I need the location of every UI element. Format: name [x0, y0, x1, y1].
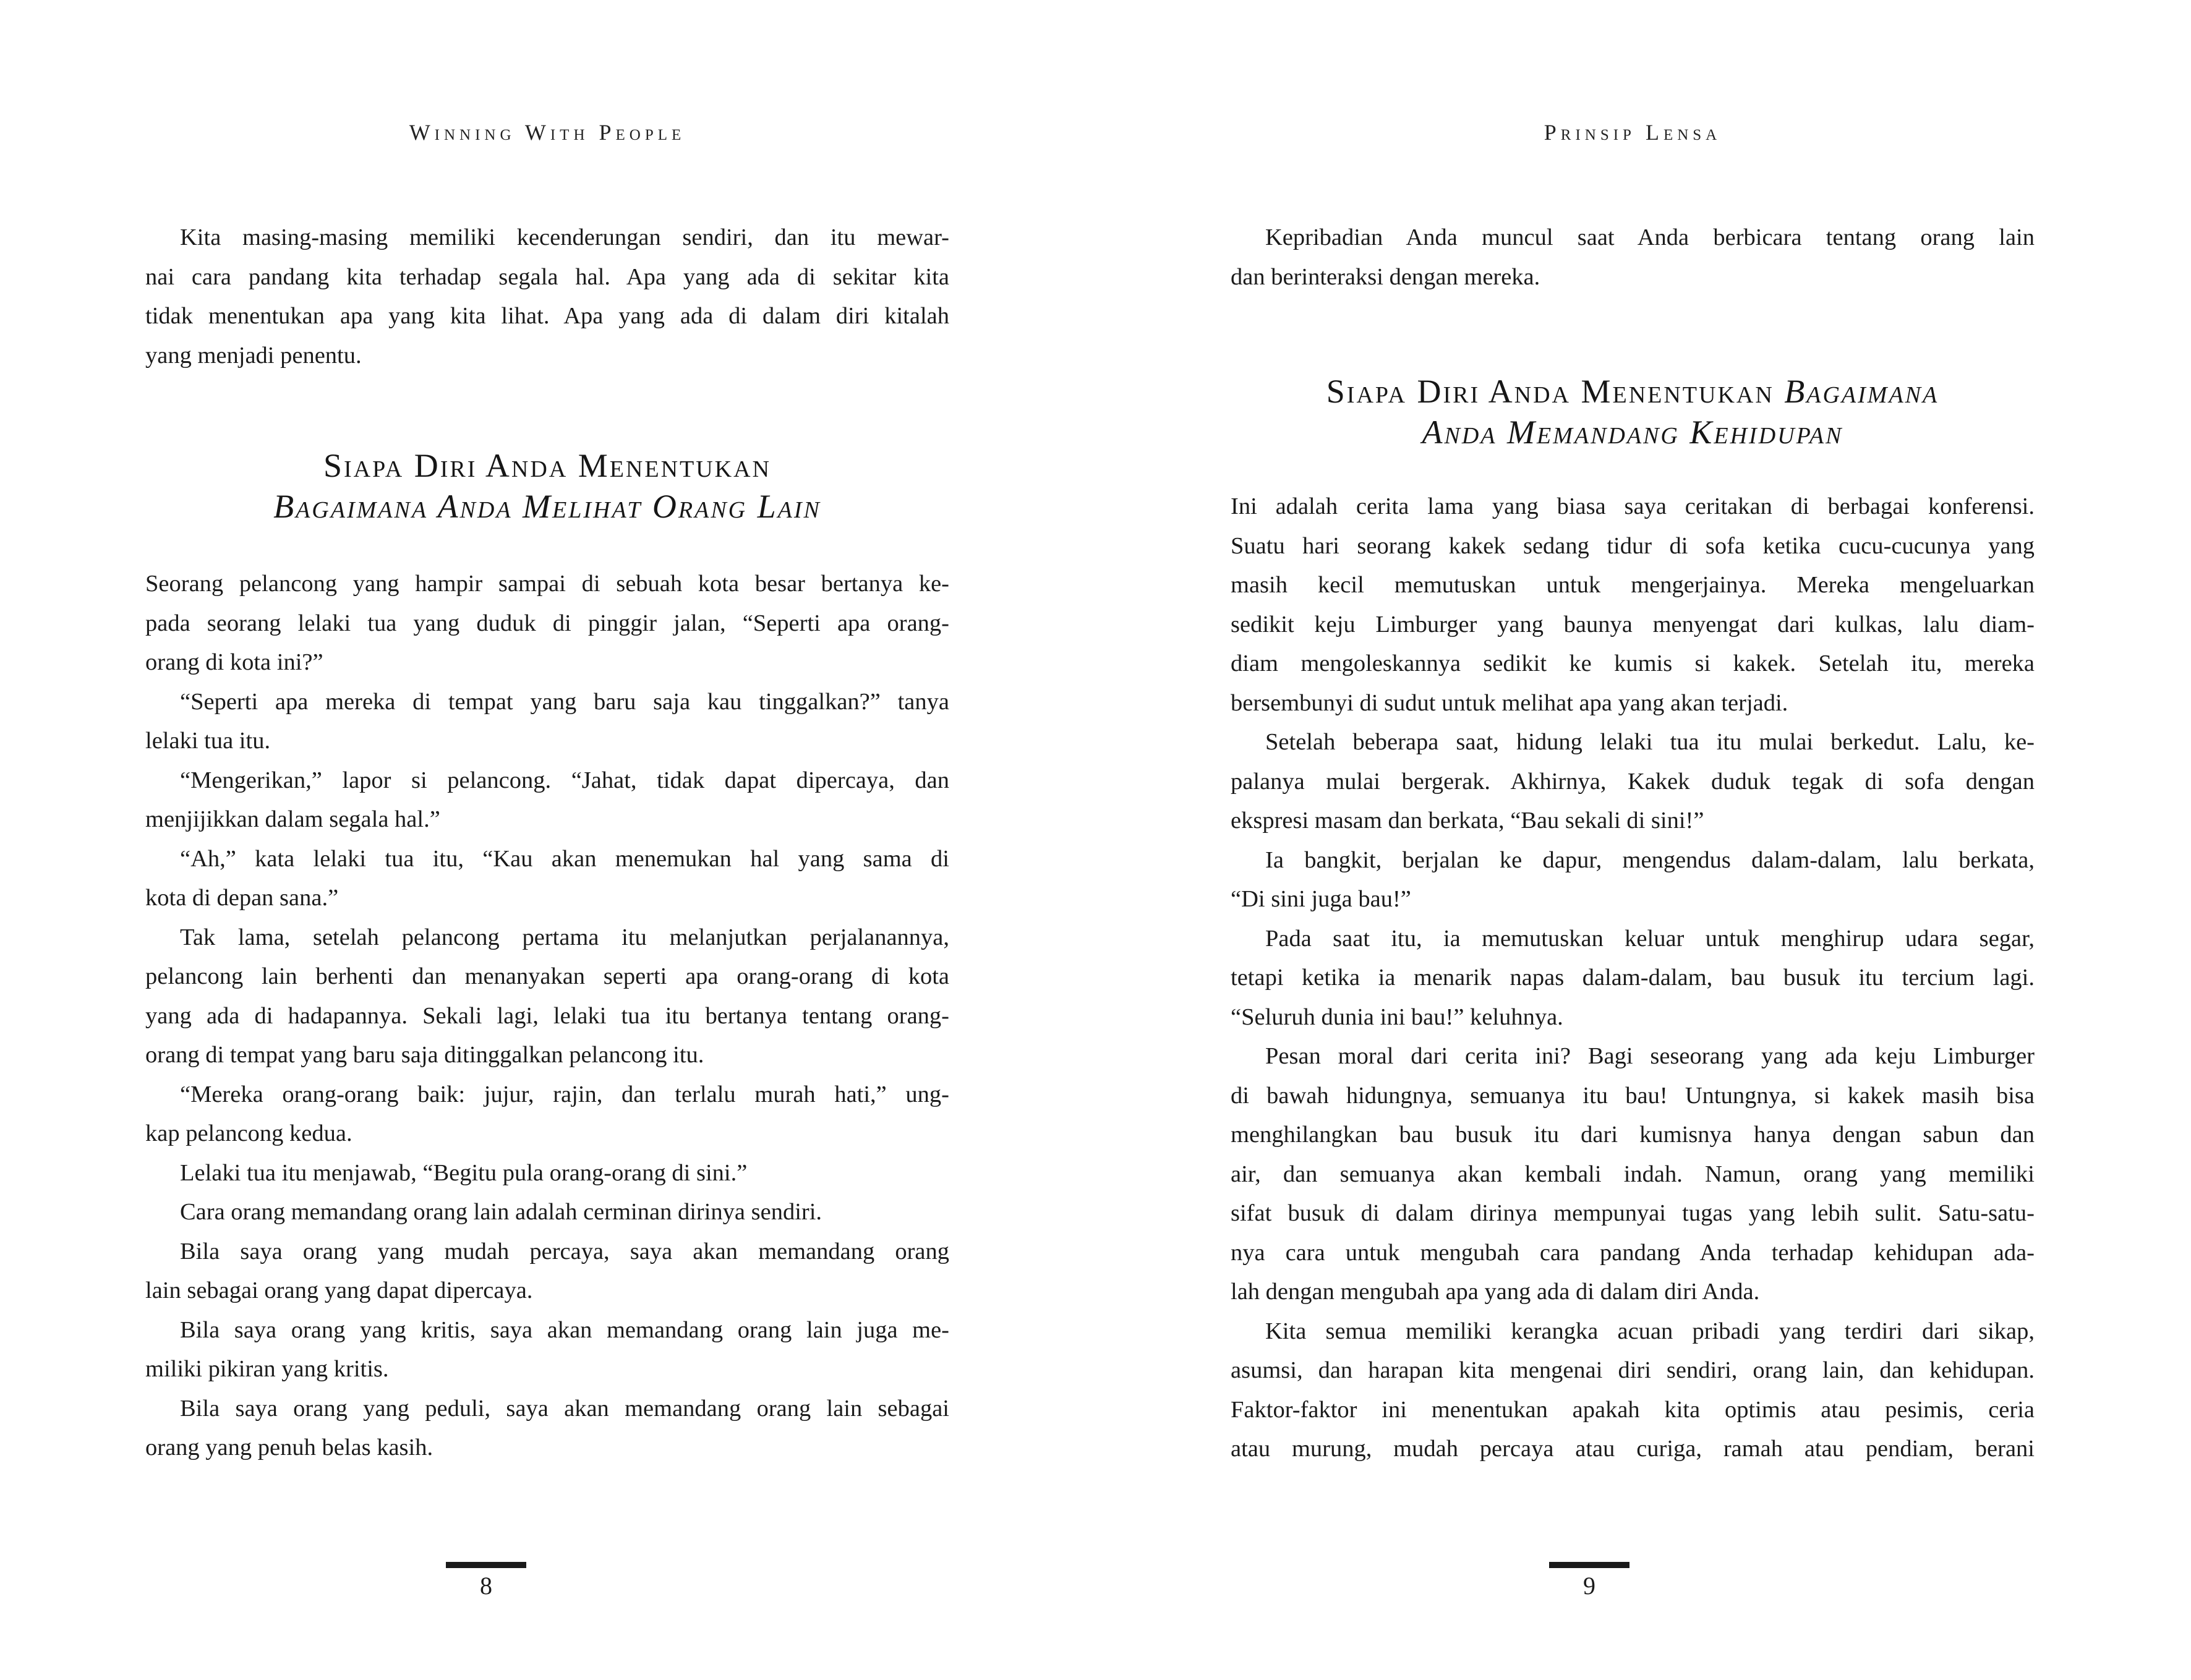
text-line: orang yang penuh belas kasih. [145, 1435, 434, 1460]
text-line: di bawah hidungnya, semuanya itu bau! Untungnya, si kakek masih bisa [1231, 1082, 2035, 1109]
paragraph [145, 683, 949, 761]
text-line: lelaki tua itu. [145, 728, 271, 754]
text-line: sedikit keju Limburger yang baunya menyengat dari kulkas, lalu diam- [1231, 611, 2035, 637]
text-line: air, dan semuanya akan kembali indah. Namun, orang yang memiliki [1231, 1161, 2035, 1187]
text-line: pelancong lain berhenti dan menanyakan seperti apa orang-orang di kota [145, 963, 949, 989]
text-line: lah dengan mengubah apa yang ada di dalam diri Anda. [1231, 1279, 1760, 1305]
text-line: Cara orang memandang orang lain adalah cerminan dirinya sendiri. [180, 1199, 822, 1225]
running-head-right: Prinsip Lensa [1544, 120, 1722, 145]
text-line: pada seorang lelaki tua yang duduk di pinggir jalan, “Seperti apa orang- [145, 610, 949, 636]
text-line: Pesan moral dari cerita ini? Bagi seseorang yang ada keju Limburger [1265, 1043, 2035, 1069]
text-line: bersembunyi di sudut untuk melihat apa yang akan terjadi. [1231, 689, 1788, 716]
text-line: dan berinteraksi dengan mereka. [1231, 263, 1540, 290]
footer-rule [1549, 1562, 1629, 1568]
page-number: 9 [1583, 1572, 1595, 1600]
paragraph [145, 565, 949, 683]
text-line: miliki pikiran yang kritis. [145, 1356, 389, 1382]
heading-segment: Siapa Diri Anda Menentukan [1326, 373, 1785, 410]
text-line: Seorang pelancong yang hampir sampai di sebuah kota besar bertanya ke- [145, 571, 949, 597]
heading-line [145, 445, 949, 486]
body-text [1231, 487, 2035, 1469]
paragraph [145, 1389, 949, 1468]
text-line: Suatu hari seorang kakek sedang tidur di sofa ketika cucu-cucunya yang [1231, 532, 2035, 559]
text-line: sifat busuk di dalam dirinya mempunyai tugas yang lebih sulit. Satu-satu- [1231, 1200, 2035, 1226]
left-page [0, 0, 1095, 1680]
text-line: diam mengoleskannya sedikit ke kumis si kakek. Setelah itu, mereka [1231, 650, 2035, 676]
text-line: menjijikkan dalam segala hal.” [145, 806, 440, 832]
heading-segment: Bagaimana Anda Melihat Orang Lain [273, 488, 821, 525]
text-line: “Mereka orang-orang baik: jujur, rajin, dan terlalu murah hati,” ung- [180, 1081, 949, 1107]
paragraph [145, 840, 949, 918]
paragraph [145, 1075, 949, 1154]
right-page [1095, 0, 2191, 1680]
section-heading [1231, 371, 2035, 453]
intro-paragraph [145, 218, 949, 375]
paragraph [145, 761, 949, 840]
text-line: Kita semua memiliki kerangka acuan pribadi yang terdiri dari sikap, [1265, 1318, 2035, 1344]
paragraph [1231, 487, 2035, 723]
heading-line [1231, 412, 2035, 453]
paragraph [1231, 841, 2035, 919]
text-line: “Seluruh dunia ini bau!” keluhnya. [1231, 1004, 1563, 1030]
text-line: yang menjadi penentu. [145, 342, 362, 369]
text-line: Faktor-faktor ini menentukan apakah kita optimis atau pesimis, ceria [1231, 1396, 2035, 1423]
text-line: “Di sini juga bau!” [1231, 886, 1411, 912]
body-text [145, 565, 949, 1468]
paragraph [145, 1232, 949, 1311]
text-line: orang di kota ini?” [145, 649, 323, 675]
text-line: Setelah beberapa saat, hidung lelaki tua itu mulai berkedut. Lalu, ke- [1265, 729, 2035, 755]
text-line: asumsi, dan harapan kita mengenai diri sendiri, orang lain, dan kehidupan. [1231, 1357, 2035, 1383]
heading-line [145, 486, 949, 527]
running-head-left: Winning With People [409, 120, 686, 145]
text-line: kota di depan sana.” [145, 885, 339, 911]
text-line: Lelaki tua itu menjawab, “Begitu pula orang-orang di sini.” [180, 1159, 748, 1186]
text-line: ekspresi masam dan berkata, “Bau sekali di sini!” [1231, 808, 1704, 834]
text-line: Ini adalah cerita lama yang biasa saya ceritakan di berbagai konferensi. [1231, 493, 2035, 519]
heading-segment: Anda Memandang Kehidupan [1422, 414, 1843, 451]
paragraph [1231, 1312, 2035, 1469]
text-line: masih kecil memutuskan untuk mengerjainya. Mereka mengeluarkan [1231, 572, 2035, 598]
text-line: lain sebagai orang yang dapat dipercaya. [145, 1277, 533, 1303]
section-heading [145, 445, 949, 527]
paragraph [1231, 723, 2035, 841]
text-line: nya cara untuk mengubah cara pandang Anda terhadap kehidupan ada- [1231, 1239, 2035, 1266]
paragraph [145, 1154, 949, 1193]
intro-paragraph [1231, 218, 2035, 297]
paragraph [145, 918, 949, 1075]
paragraph [1231, 1037, 2035, 1312]
page-number: 8 [480, 1572, 492, 1600]
text-line: nai cara pandang kita terhadap segala hal. Apa yang ada di sekitar kita [145, 263, 949, 290]
text-line: yang ada di hadapannya. Sekali lagi, lelaki tua itu bertanya tentang orang- [145, 1002, 949, 1029]
paragraph [1231, 919, 2035, 1038]
text-line: Tak lama, setelah pelancong pertama itu melanjutkan perjalanannya, [180, 924, 949, 950]
text-line: Kepribadian Anda muncul saat Anda berbicara tentang orang lain [1265, 224, 2035, 250]
text-line: tetapi ketika ia menarik napas dalam-dalam, bau busuk itu tercium lagi. [1231, 965, 2035, 991]
footer-rule [446, 1562, 526, 1568]
text-line: “Ah,” kata lelaki tua itu, “Kau akan menemukan hal yang sama di [180, 845, 949, 872]
text-line: Bila saya orang yang mudah percaya, saya akan memandang orang [180, 1238, 949, 1264]
text-line: Kita masing-masing memiliki kecenderungan sendiri, dan itu mewar- [180, 224, 949, 250]
paragraph [145, 1193, 949, 1232]
text-line: atau murung, mudah percaya atau curiga, ramah atau pendiam, berani [1231, 1436, 2035, 1462]
text-line: kap pelancong kedua. [145, 1120, 352, 1146]
text-line: Bila saya orang yang peduli, saya akan memandang orang lain sebagai [180, 1395, 949, 1422]
text-line: orang di tempat yang baru saja ditinggalkan pelancong itu. [145, 1042, 704, 1068]
text-line: Ia bangkit, berjalan ke dapur, mengendus dalam-dalam, lalu berkata, [1265, 846, 2035, 873]
text-line: Pada saat itu, ia memutuskan keluar untuk menghirup udara segar, [1265, 925, 2035, 952]
text-line: tidak menentukan apa yang kita lihat. Apa yang ada di dalam diri kitalah [145, 303, 949, 329]
heading-line [1231, 371, 2035, 412]
text-line: Bila saya orang yang kritis, saya akan memandang orang lain juga me- [180, 1316, 949, 1343]
text-line: “Seperti apa mereka di tempat yang baru saja kau tinggalkan?” tanya [180, 688, 949, 715]
text-line: menghilangkan bau busuk itu dari kumisnya hanya dengan sabun dan [1231, 1122, 2035, 1148]
text-line: palanya mulai bergerak. Akhirnya, Kakek duduk tegak di sofa dengan [1231, 768, 2035, 795]
heading-segment: Bagaimana [1784, 373, 1939, 410]
text-line: “Mengerikan,” lapor si pelancong. “Jahat, tidak dapat dipercaya, dan [180, 767, 949, 793]
paragraph [145, 1311, 949, 1389]
heading-segment: Siapa Diri Anda Menentukan [323, 447, 772, 484]
